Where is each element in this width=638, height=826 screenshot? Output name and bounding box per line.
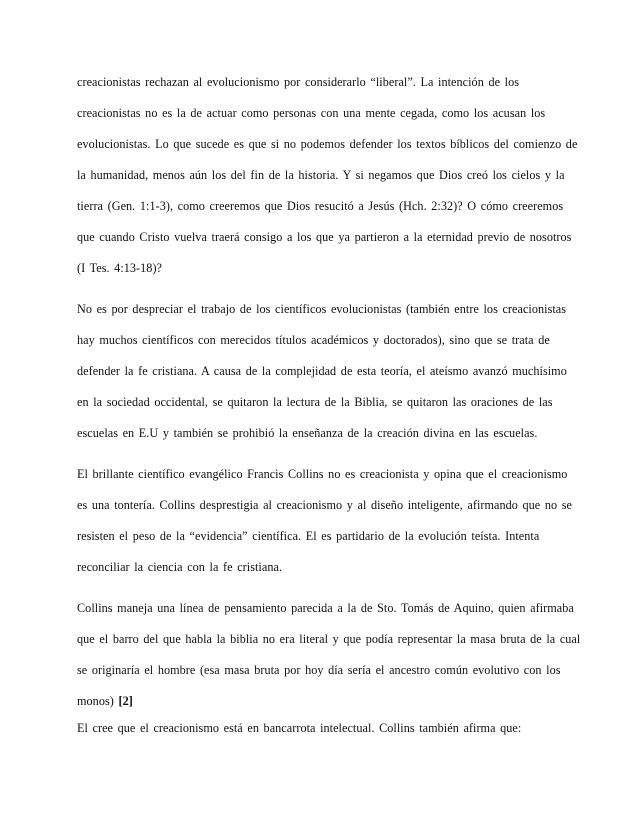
paragraph-3-line-3: resisten el peso de la “evidencia” científica. El es partidario de la evolución teísta. Intenta (77, 529, 540, 543)
paragraph-4-line-4 (77, 694, 133, 708)
paragraph-1-line-6: que cuando Cristo vuelva traerá consigo a los que ya partieron a la eternidad previo de nosotros (77, 230, 572, 244)
paragraph-3-line-1: El brillante científico evangélico Francis Collins no es creacionista y opina que el creacionismo (77, 467, 568, 481)
paragraph-2-line-1: No es por despreciar el trabajo de los científicos evolucionistas (también entre los creacionistas (77, 302, 567, 316)
paragraph-4-line-3: se originaría el hombre (esa masa bruta por hoy día sería el ancestro común evolutivo con los (77, 663, 561, 677)
paragraph-2-line-3: defender la fe cristiana. A causa de la complejidad de esta teoría, el ateísmo avanzó muchísimo (77, 364, 567, 378)
footnote-reference-link[interactable]: [2] (118, 694, 133, 708)
paragraph-1-line-1: creacionistas rechazan al evolucionismo por considerarlo “liberal”. La intención de los (77, 75, 520, 89)
paragraph-1-line-4: la humanidad, menos aún los del fin de la historia. Y si negamos que Dios creó los cielos y la (77, 168, 565, 182)
paragraph-5-line-1: El cree que el creacionismo está en bancarrota intelectual. Collins también afirma que: (77, 721, 522, 735)
paragraph-2-line-2: hay muchos científicos con merecidos títulos académicos y doctorados), sino que se trata de (77, 333, 550, 347)
paragraph-2-line-4: en la sociedad occidental, se quitaron la lectura de la Biblia, se quitaron las oraciones de las (77, 395, 553, 409)
paragraph-4-line-2: que el barro del que habla la biblia no era literal y que podía representar la masa bruta de la cual (77, 632, 581, 646)
paragraph-4-line-1: Collins maneja una línea de pensamiento parecida a la de Sto. Tomás de Aquino, quien afirmaba (77, 601, 574, 615)
paragraph-3-line-2: es una tontería. Collins desprestigia al creacionismo y al diseño inteligente, afirmando que no se (77, 498, 572, 512)
paragraph-4-line-4-text: monos) (77, 694, 114, 708)
paragraph-1-line-2: creacionistas no es la de actuar como personas con una mente cegada, como los acusan los (77, 106, 546, 120)
paragraph-3-line-4: reconciliar la ciencia con la fe cristiana. (77, 560, 283, 574)
paragraph-1-line-3: evolucionistas. Lo que sucede es que si no podemos defender los textos bíblicos del comienzo de (77, 137, 578, 151)
paragraph-1-line-7: (I Tes. 4:13-18)? (77, 261, 163, 275)
paragraph-1-line-5: tierra (Gen. 1:1-3), como creeremos que Dios resucitó a Jesús (Hch. 2:32)? O cómo creeremos (77, 199, 564, 213)
paragraph-2-line-5: escuelas en E.U y también se prohibió la enseñanza de la creación divina en las escuelas. (77, 426, 538, 440)
